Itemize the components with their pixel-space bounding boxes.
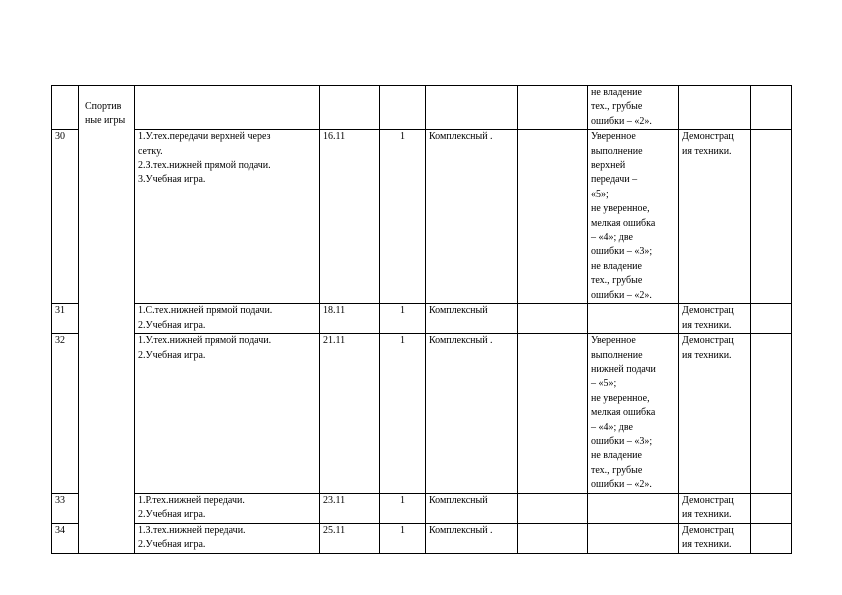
cell-date: 16.11: [320, 130, 380, 304]
cell-notes: [751, 334, 792, 493]
cell-criteria: Уверенное выполнение верхней передачи – «5»; не уверенное, мелкая ошибка – «4»; две ошибки – «3»; не владение тех., грубые ошибки – «2».: [588, 130, 679, 304]
cell-num: 34: [52, 523, 79, 553]
table-row: [52, 493, 792, 523]
cell-content: [135, 334, 320, 493]
cell-type: Комплексный: [426, 493, 518, 523]
section-label-line2: ные игры: [85, 115, 126, 127]
cell-notes: [751, 130, 792, 304]
cell-type: Комплексный .: [426, 130, 518, 304]
content-line: 1.С.тех.нижней прямой подачи.: [138, 305, 273, 317]
cell-empty: [518, 86, 588, 130]
content-line: 2.Учебная игра.: [138, 349, 206, 361]
content-line: сетку.: [138, 145, 163, 157]
cell-type: Комплексный .: [426, 523, 518, 553]
cell-num: [52, 86, 79, 130]
cell-hours: 1: [380, 493, 426, 523]
cell-date: [320, 86, 380, 130]
cell-type: [426, 86, 518, 130]
cell-criteria: [588, 304, 679, 334]
content-line: 1.Р.тех.нижней передачи.: [138, 494, 245, 506]
cell-type: Комплексный: [426, 304, 518, 334]
cell-hours: [380, 86, 426, 130]
cell-criteria: [588, 493, 679, 523]
cell-hours: 1: [380, 130, 426, 304]
cell-type: Комплексный .: [426, 334, 518, 493]
content-line: 2.Учебная игра.: [138, 319, 206, 331]
cell-control: Демонстрац ия техники.: [679, 130, 751, 304]
cell-notes: [751, 86, 792, 130]
content-line: 2.Учебная игра.: [138, 539, 206, 551]
cell-criteria: не владение тех., грубые ошибки – «2».: [588, 86, 679, 130]
cell-hours: 1: [380, 334, 426, 493]
cell-empty: [518, 304, 588, 334]
cell-control: [679, 86, 751, 130]
cell-num: 31: [52, 304, 79, 334]
cell-hours: 1: [380, 304, 426, 334]
cell-content: [135, 130, 320, 304]
table-row: [52, 304, 792, 334]
cell-content: [135, 86, 320, 130]
cell-empty: [518, 523, 588, 553]
content-line: 2.З.тех.нижней прямой подачи.: [138, 160, 271, 172]
content-line: 1.У.тех.нижней прямой подачи.: [138, 335, 272, 347]
cell-hours: 1: [380, 523, 426, 553]
cell-control: Демонстрац ия техники.: [679, 523, 751, 553]
cell-num: 32: [52, 334, 79, 493]
content-line: 1.У.тех.передачи верхней через: [138, 131, 271, 143]
cell-control: Демонстрац ия техники.: [679, 334, 751, 493]
cell-content: [135, 304, 320, 334]
table-row: [52, 130, 792, 304]
cell-date: 23.11: [320, 493, 380, 523]
section-label-line1: Спортив: [85, 101, 122, 112]
cell-notes: [751, 304, 792, 334]
table-row: [52, 334, 792, 493]
cell-control: Демонстрац ия техники.: [679, 304, 751, 334]
cell-criteria: [588, 523, 679, 553]
cell-control: Демонстрац ия техники.: [679, 493, 751, 523]
content-line: 1.З.тех.нижней передачи.: [138, 524, 246, 536]
lesson-plan-table: [51, 85, 792, 554]
cell-empty: [518, 493, 588, 523]
cell-num: 30: [52, 130, 79, 304]
cell-criteria: Уверенное выполнение нижней подачи – «5»; не уверенное, мелкая ошибка – «4»; две ошибки – «3»; не владение тех., грубые ошибки – «2».: [588, 334, 679, 493]
cell-notes: [751, 523, 792, 553]
cell-date: 25.11: [320, 523, 380, 553]
cell-num: 33: [52, 493, 79, 523]
cell-date: 18.11: [320, 304, 380, 334]
section-cell: [79, 86, 135, 554]
table-row: [52, 523, 792, 553]
cell-content: [135, 523, 320, 553]
content-line: 2.Учебная игра.: [138, 509, 206, 521]
content-line: 3.Учебная игра.: [138, 174, 206, 186]
cell-date: 21.11: [320, 334, 380, 493]
cell-content: [135, 493, 320, 523]
cell-empty: [518, 334, 588, 493]
cell-empty: [518, 130, 588, 304]
cell-notes: [751, 493, 792, 523]
table-row-continuation: [52, 86, 792, 130]
